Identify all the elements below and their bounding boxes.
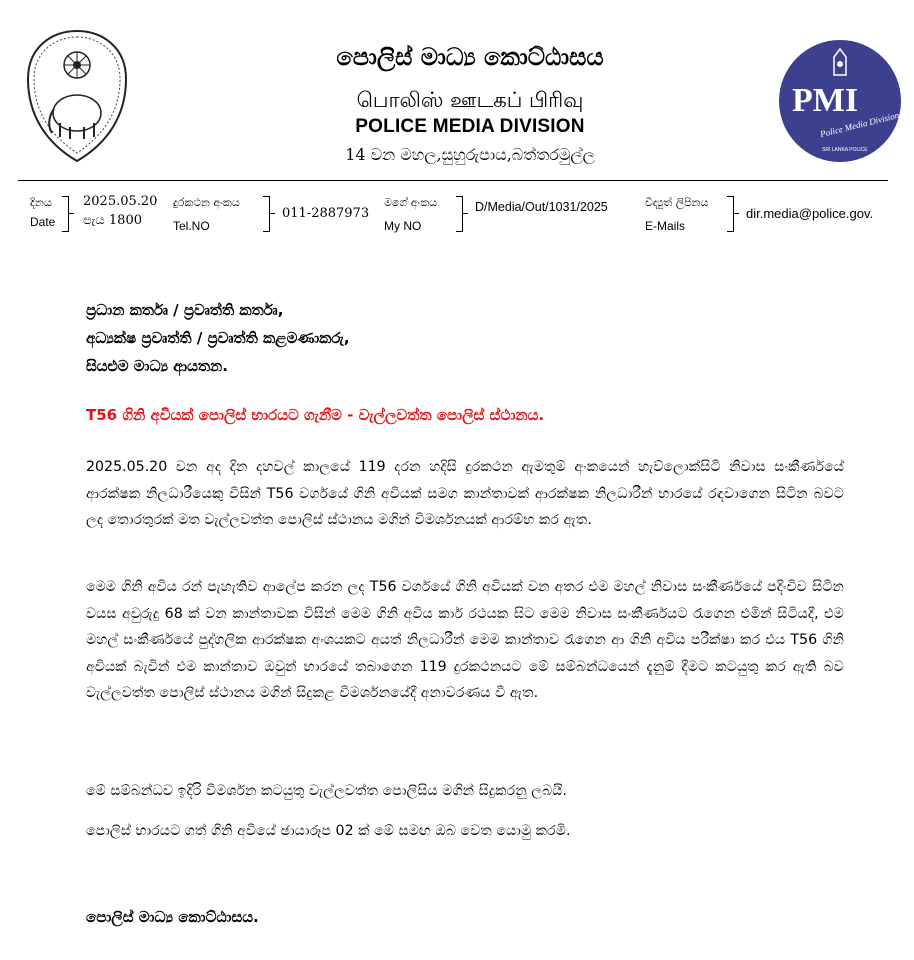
- time-value: පැය 1800: [83, 213, 142, 228]
- addressee-block: [86, 296, 350, 380]
- subject-heading: T56 ගිනි අවියක් පොලිස් භාරයට ගැනීම - වැල්ලවත්ත පොලිස් ස්ථානය.: [86, 406, 545, 424]
- body-paragraph-3: මේ සම්බන්ධව ඉදිරි විමර්ශන කටයුතු වැල්ලවත්ත පොලිසිය මගින් සිදුකරනු ලබයි.: [86, 783, 567, 799]
- header-title-sinhala: පොලිස් මාධ්‍ය කොට්ඨාසය: [336, 42, 604, 71]
- tel-value: 011-2887973: [282, 206, 370, 221]
- signoff: පොලිස් මාධ්‍ය කොට්ඨාසය.: [86, 908, 259, 926]
- email-value: dir.media@police.gov.: [746, 206, 874, 221]
- header-address: 14 වන මහල,සුහුරුපාය,බත්තරමුල්ල: [345, 145, 595, 164]
- myno-value: D/Media/Out/1031/2025: [475, 200, 608, 214]
- body-paragraph-2: මෙම ගිනි අවිය රන් පැහැතිව ආලේප කරන ලද T56 වර්ගයේ ගිනි අවියක් වන අතර එම මහල් නිවාස සංකීර්ණයේ පදිංචිව සිටින වයස අවුරුදු 68 ක් වන කාන්තාවක විසින් මෙම ගිනි අවිය කාර් රථයක සිට මෙම නිවාස සංකීර්ණයට රැගෙන එමින් සිටියදී, එම මහල් සංකීර්ණයේ පුද්ගලික ආරක්ෂක අංශයකට අයත් නිලධාරීන් මෙම කාන්තාව රැගෙන ආ ගිනි අවිය පරීක්ෂා කර එය T56 ගිනි අවියක් බැවින් එම කාන්තාව ඔවුන් භාරයේ තබාගෙන 119 දුරකථනයට මේ සම්බන්ධයෙන් දැනුම් දීමට කටයුතු කර ඇති බව වැල්ලවත්ත පොලිස් ස්ථානය මගින් සිදුකළ විමර්ශනයේදී අනාවරණය වී ඇත.: [86, 579, 844, 701]
- date-label-si: දිනය: [30, 196, 52, 209]
- myno-label-en: My NO: [384, 219, 422, 233]
- tel-label-si: දුරකථන අංකය: [173, 196, 240, 209]
- myno-bracket: [456, 196, 463, 232]
- email-label-si: විද්‍යුත් ලිපිනය: [645, 196, 709, 209]
- email-label-en: E-Mails: [645, 219, 686, 233]
- police-media-division-logo-icon: [778, 39, 902, 163]
- pmd-logo-footer: SRI LANKA POLICE: [822, 147, 868, 153]
- addressee-line-2: අධ්‍යක්ෂ ප්‍රවෘත්ති / ප්‍රවෘත්ති කළමණාකරු,: [86, 329, 350, 347]
- myno-label-si: මගේ අංකය: [384, 196, 438, 209]
- header-title-english: POLICE MEDIA DIVISION: [355, 116, 585, 137]
- pmd-logo-subtext: Police Media Division: [819, 109, 901, 140]
- tel-bracket: [263, 196, 270, 232]
- pmd-logo-text: PMI: [792, 82, 859, 119]
- body-paragraph-4: පොලිස් භාරයට ගත් ගිනි අවියේ ඡායාරූප 02 ක් මේ සමඟ ඔබ වෙත යොමු කරමි.: [86, 823, 571, 839]
- header-divider: [18, 180, 888, 181]
- tel-label-en: Tel.NO: [173, 219, 210, 233]
- addressee-line-1: ප්‍රධාන කර්තෘ / ප්‍රවෘත්ති කර්තෘ,: [86, 301, 284, 319]
- header-title-tamil: பொலிஸ் ஊடகப் பிரிவு: [356, 88, 584, 112]
- date-value: 2025.05.20: [83, 194, 158, 209]
- date-label-en: Date: [30, 215, 56, 229]
- date-bracket: [62, 196, 69, 232]
- addressee-line-3: සියළුම මාධ්‍ය ආයතන.: [86, 357, 228, 375]
- body-paragraph-1: 2025.05.20 වන අද දින දහවල් කාලයේ 119 දරන හදිසි දුරකථන ඇමතුම් අංකයෙන් හැව්ලොක්සිටි නිවාස සංකීර්ණයේ ආරක්ෂක නිලධාරීයෙකු විසින් T56 වර්ගයේ ගිනි අවියක් සමග කාන්තාවක් ආරක්ෂක නිලධාරීන් භාරයේ රඳවාගෙන සිටින බවට ලද තොරතුරක් මත වැල්ලවත්ත පොලිස් ස්ථානය මගින් විමර්ශනයක් ආරම්භ කර ඇත.: [86, 459, 844, 528]
- email-bracket: [727, 196, 734, 232]
